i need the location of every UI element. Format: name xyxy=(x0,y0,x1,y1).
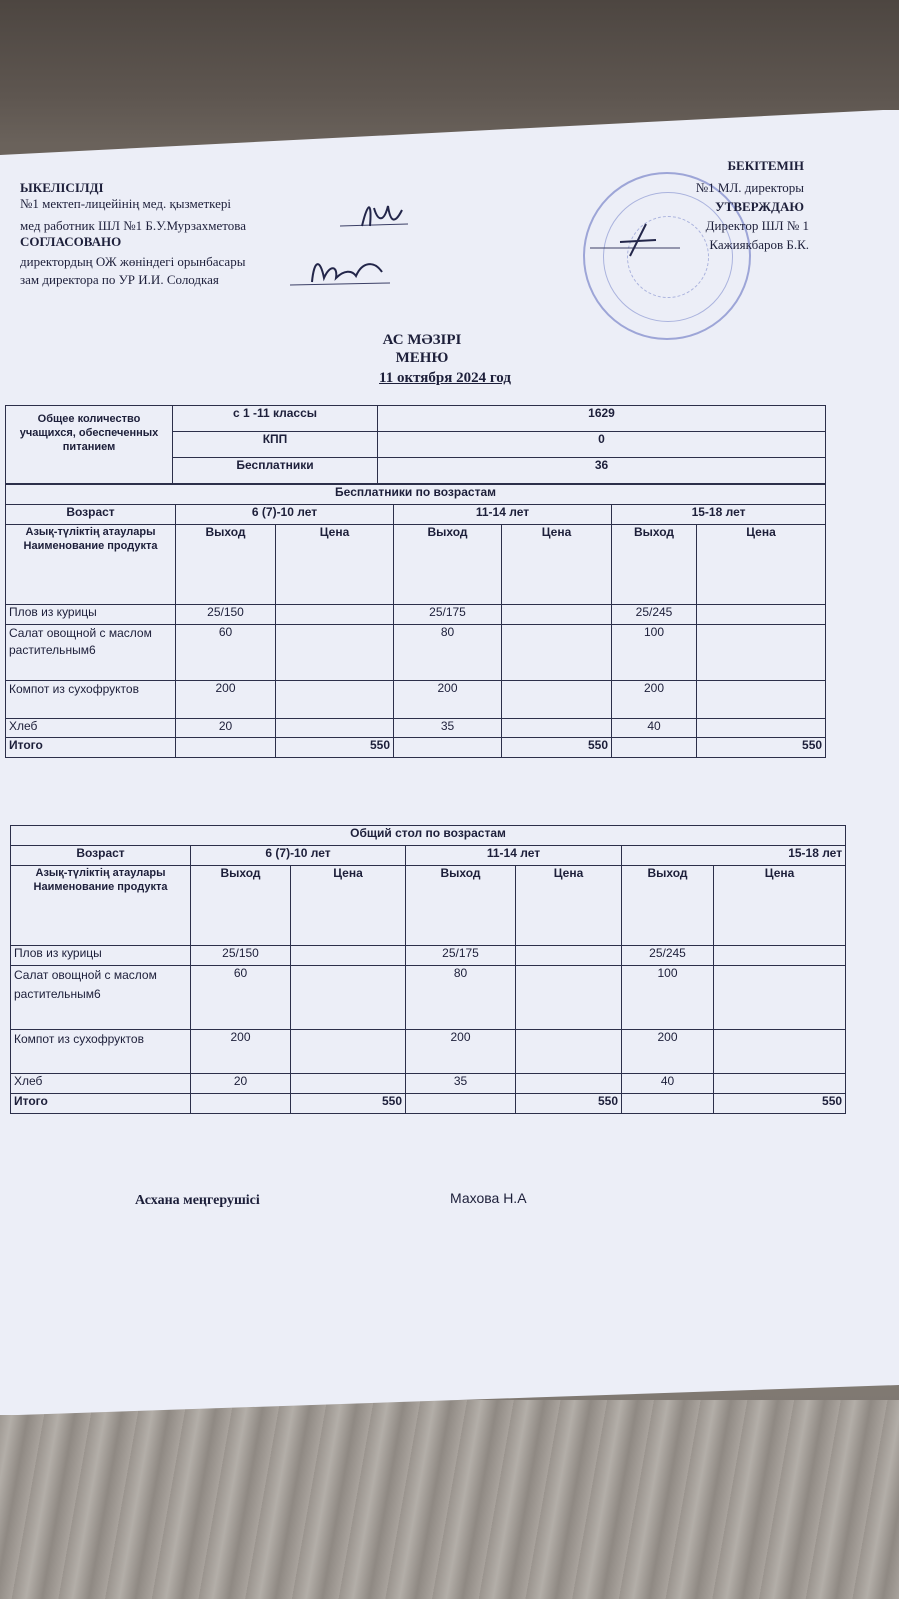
output-value: 25/175 xyxy=(406,946,516,966)
output-value: 60 xyxy=(176,625,276,681)
free-table-title: Бесплатники по возрастам xyxy=(6,485,826,505)
total-value: 550 xyxy=(502,738,612,758)
menu-date: 11 октября 2024 год xyxy=(379,370,511,386)
output-value: 100 xyxy=(612,625,697,681)
output-value: 25/150 xyxy=(191,946,291,966)
output-value: 100 xyxy=(622,966,714,1030)
output-value: 200 xyxy=(622,1030,714,1074)
total-value: 550 xyxy=(276,738,394,758)
floor-background xyxy=(0,1400,899,1599)
output-value: 80 xyxy=(406,966,516,1030)
price-label: Цена xyxy=(291,866,406,946)
general-table xyxy=(10,825,846,1114)
menu-title-kz: АС МӘЗІРІ xyxy=(382,332,462,348)
output-value: 25/245 xyxy=(612,605,697,625)
signature-director xyxy=(590,218,700,258)
product-name: Хлеб xyxy=(6,719,176,738)
output-value: 35 xyxy=(394,719,502,738)
out-label: Выход xyxy=(176,525,276,605)
out-label: Выход xyxy=(622,866,714,946)
product-label: Азық-түліктің атаулары Наименование продукта xyxy=(11,866,191,946)
approve-ru-label: УТВЕРЖДАЮ xyxy=(715,199,804,214)
out-label: Выход xyxy=(612,525,697,605)
price-label: Цена xyxy=(714,866,846,946)
canteen-head-name: Махова Н.А xyxy=(450,1190,527,1206)
output-value: 25/175 xyxy=(394,605,502,625)
summary-category: КПП xyxy=(173,432,378,458)
price-label: Цена xyxy=(697,525,826,605)
output-value: 200 xyxy=(394,681,502,719)
signature-med-worker xyxy=(338,196,418,236)
age-group: 11-14 лет xyxy=(406,846,622,866)
output-value: 40 xyxy=(612,719,697,738)
age-group: 6 (7)-10 лет xyxy=(191,846,406,866)
director-kz: №1 МЛ. директоры xyxy=(695,180,804,195)
med-worker-ru: мед работник ШЛ №1 Б.У.Мурзахметова xyxy=(20,218,246,233)
total-value: 550 xyxy=(516,1094,622,1114)
output-value: 80 xyxy=(394,625,502,681)
output-value: 60 xyxy=(191,966,291,1030)
total-label: Итого xyxy=(6,738,176,758)
summary-value: 36 xyxy=(378,458,826,484)
total-value: 550 xyxy=(714,1094,846,1114)
age-group: 15-18 лет xyxy=(622,846,846,866)
summary-value: 1629 xyxy=(378,406,826,432)
summary-value: 0 xyxy=(378,432,826,458)
output-value: 20 xyxy=(176,719,276,738)
summary-label: Общее количество учащихся, обеспеченных питанием xyxy=(6,406,173,484)
director-name: Кажиякбаров Б.К. xyxy=(709,237,809,252)
deputy-kz: директордың ОЖ жөніндегі орынбасары xyxy=(20,254,246,269)
output-value: 20 xyxy=(191,1074,291,1094)
price-label: Цена xyxy=(276,525,394,605)
product-name: Плов из курицы xyxy=(6,605,176,625)
menu-title-ru: МЕНЮ xyxy=(395,350,449,366)
output-value: 25/245 xyxy=(622,946,714,966)
age-label: Возраст xyxy=(6,505,176,525)
summary-category: Бесплатники xyxy=(173,458,378,484)
total-value: 550 xyxy=(291,1094,406,1114)
product-name: Компот из сухофруктов xyxy=(6,681,176,719)
canteen-head-role: Асхана меңгерушісі xyxy=(135,1193,260,1208)
signature-deputy xyxy=(290,252,400,292)
agreed-kz-label: ЫКЕЛІСІЛДІ xyxy=(20,180,104,195)
total-value: 550 xyxy=(697,738,826,758)
general-table-title: Общий стол по возрастам xyxy=(11,826,846,846)
output-value: 200 xyxy=(191,1030,291,1074)
approve-kz-label: БЕКІТЕМІН xyxy=(727,158,804,173)
age-group: 11-14 лет xyxy=(394,505,612,525)
paper-sheet xyxy=(0,110,899,1440)
summary-category: с 1 -11 классы xyxy=(173,406,378,432)
deputy-ru: зам директора по УР И.И. Солодкая xyxy=(20,272,219,287)
summary-table xyxy=(5,405,826,484)
output-value: 40 xyxy=(622,1074,714,1094)
product-name: Салат овощной с маслом растительным6 xyxy=(6,625,176,681)
output-value: 35 xyxy=(406,1074,516,1094)
output-value: 200 xyxy=(612,681,697,719)
output-value: 200 xyxy=(176,681,276,719)
age-label: Возраст xyxy=(11,846,191,866)
output-value: 200 xyxy=(406,1030,516,1074)
age-group: 6 (7)-10 лет xyxy=(176,505,394,525)
out-label: Выход xyxy=(394,525,502,605)
product-name: Компот из сухофруктов xyxy=(11,1030,191,1074)
total-label: Итого xyxy=(11,1094,191,1114)
product-label: Азық-түліктің атаулары Наименование продукта xyxy=(6,525,176,605)
out-label: Выход xyxy=(406,866,516,946)
output-value: 25/150 xyxy=(176,605,276,625)
product-name: Салат овощной с маслом растительным6 xyxy=(11,966,191,1030)
product-name: Плов из курицы xyxy=(11,946,191,966)
free-meals-table xyxy=(5,484,826,758)
price-label: Цена xyxy=(502,525,612,605)
director-ru: Директор ШЛ № 1 xyxy=(705,218,809,233)
price-label: Цена xyxy=(516,866,622,946)
product-name: Хлеб xyxy=(11,1074,191,1094)
med-worker-kz: №1 мектеп-лицейінің мед. қызметкері xyxy=(20,196,232,211)
age-group: 15-18 лет xyxy=(612,505,826,525)
out-label: Выход xyxy=(191,866,291,946)
agreed-ru-label: СОГЛАСОВАНО xyxy=(20,234,122,249)
